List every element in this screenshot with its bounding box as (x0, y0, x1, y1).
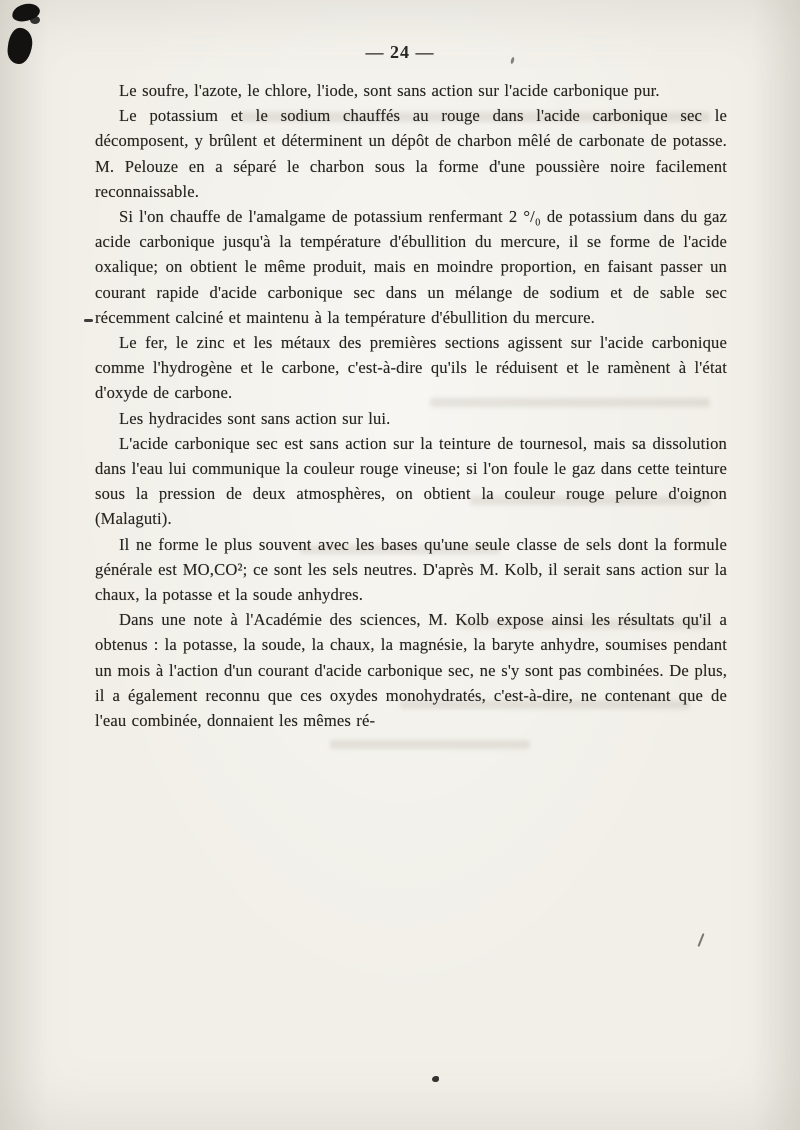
text-block (95, 78, 727, 733)
paragraph-hydracides: Les hydracides sont sans action sur lui. (119, 408, 391, 428)
scan-artifact (432, 1076, 439, 1082)
page-number: — 24 — (365, 42, 435, 62)
paragraph-amalgame-potassium: Si l'on chauffe de l'amalgame de potassium renfermant 2 °/₀ de potassium dans du gaz acide carbonique jusqu'à la température d'ébullition du mercure, il se forme de l'acide oxalique; on obtient le même produit, mais en moindre proportion, en faisant passer un courant rapide d'acide carbonique sec dans un mélange de sodium et de sable sec récemment calciné et maintenu à la température d'ébullition du mercure. (95, 207, 727, 327)
paragraph-note-academie: Dans une note à l'Académie des sciences, M. Kolb expose ainsi les résultats qu'il a obtenus : la potasse, la soude, la chaux, la magnésie, la baryte anhydre, soumises pendant un mois à l'action d'un courant d'acide carbonique sec, ne s'y sont pas combinées. De plus, il a également reconnu que ces oxydes monohydratés, c'est-à-dire, ne contenant que de l'eau combinée, donnaient les mêmes ré- (95, 610, 727, 731)
paragraph-teinture-tournesol: L'acide carbonique sec est sans action sur la teinture de tournesol, mais sa dissolution dans l'eau lui communique la couleur rouge vineuse; si l'on foule le gaz dans cette teinture sous la pression de deux atmosphères, on obtient la couleur rouge pelure d'oignon (Malaguti). (95, 433, 727, 529)
paragraph-fer-zinc-metaux: Le fer, le zinc et les métaux des premières sections agissent sur l'acide carbonique comme l'hydrogène et le carbone, c'est-à-dire qu'ils le réduisent et le ramènent à l'état d'oxyde de carbone. (95, 333, 727, 403)
paragraph-sulfur-no-action: Le soufre, l'azote, le chlore, l'iode, sont sans action sur l'acide carbonique pur. (119, 81, 660, 100)
paragraph-potassium-sodium: Le potassium et le sodium chauffés au rouge dans l'acide carbonique sec le décomposent, y brûlent et déterminent un dépôt de charbon mêlé de carbonate de potasse. M. Pelouze en a séparé le charbon sous la forme d'une poussière noire facilement reconnaissable. (95, 106, 727, 201)
bleed-through-smudge (330, 740, 530, 749)
paragraph-sels-neutres: Il ne forme le plus souvent avec les bases qu'une seule classe de sels dont la formule générale est MO,CO²; ce sont les sels neutres. D'après M. Kolb, il serait sans action sur la chaux, la potasse et la soude anhydres. (95, 534, 727, 605)
scan-artifact (30, 16, 40, 24)
scan-artifact (697, 933, 704, 947)
scan-artifact (84, 319, 93, 322)
